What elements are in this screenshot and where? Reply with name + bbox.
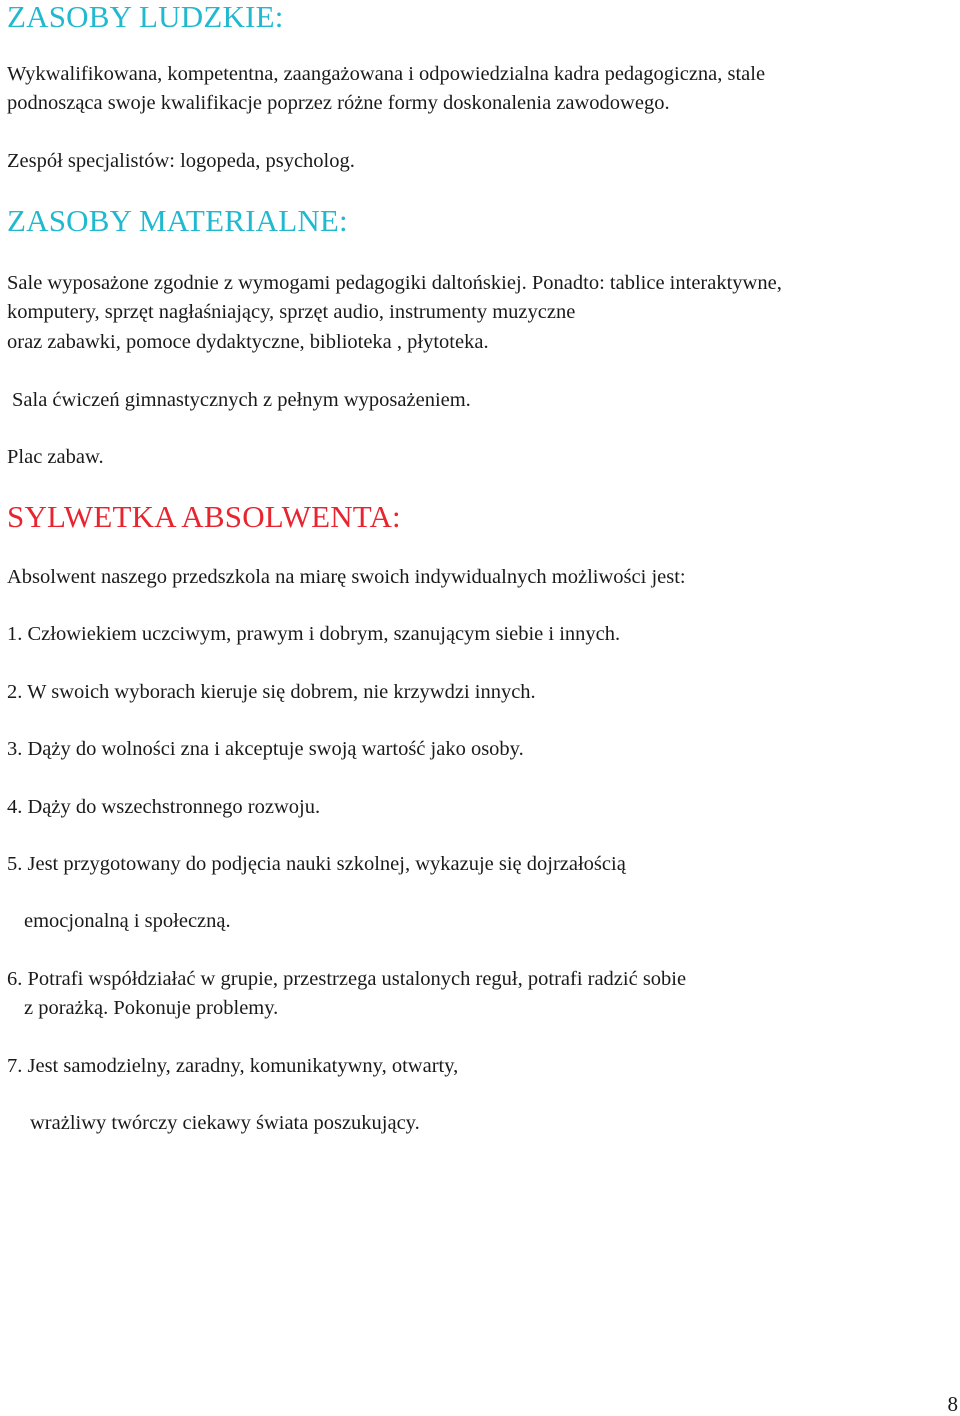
material-resources-line-2: komputery, sprzęt nagłaśniający, sprzęt audio, instrumenty muzyczne: [7, 301, 576, 323]
graduate-item-5: 5. Jest przygotowany do podjęcia nauki szkolnej, wykazuje się dojrzałością: [7, 853, 626, 875]
graduate-item-5-continued: emocjonalną i społeczną.: [24, 910, 231, 932]
graduate-item-1: 1. Człowiekiem uczciwym, prawym i dobrym, szanującym siebie i innych.: [7, 623, 621, 645]
graduate-item-7-continued: wrażliwy twórczy ciekawy świata poszukujący.: [30, 1112, 420, 1134]
graduate-item-6-continued: z porażką. Pokonuje problemy.: [24, 997, 279, 1019]
material-resources-line-1: Sale wyposażone zgodnie z wymogami pedagogiki daltońskiej. Ponadto: tablice interaktywne,: [7, 272, 782, 294]
graduate-item-2: 2. W swoich wyborach kieruje się dobrem, nie krzywdzi innych.: [7, 681, 536, 703]
material-resources-line-3: oraz zabawki, pomoce dydaktyczne, biblioteka , płytoteka.: [7, 331, 489, 353]
specialists-line: Zespół specjalistów: logopeda, psycholog.: [7, 150, 355, 172]
graduate-item-7: 7. Jest samodzielny, zaradny, komunikatywny, otwarty,: [7, 1055, 459, 1077]
graduate-intro: Absolwent naszego przedszkola na miarę swoich indywidualnych możliwości jest:: [7, 566, 686, 588]
playground-line: Plac zabaw.: [7, 446, 104, 468]
human-resources-line-1: Wykwalifikowana, kompetentna, zaangażowana i odpowiedzialna kadra pedagogiczna, stale: [7, 63, 766, 85]
graduate-item-3: 3. Dąży do wolności zna i akceptuje swoją wartość jako osoby.: [7, 738, 524, 760]
heading-human-resources: ZASOBY LUDZKIE:: [7, 0, 284, 34]
graduate-item-6: 6. Potrafi współdziałać w grupie, przestrzega ustalonych reguł, potrafi radzić sobie: [7, 968, 687, 990]
graduate-item-4: 4. Dąży do wszechstronnego rozwoju.: [7, 796, 321, 818]
heading-graduate-profile: SYLWETKA ABSOLWENTA:: [7, 499, 401, 534]
gym-line: Sala ćwiczeń gimnastycznych z pełnym wyposażeniem.: [12, 389, 471, 411]
human-resources-line-2: podnosząca swoje kwalifikacje poprzez różne formy doskonalenia zawodowego.: [7, 92, 670, 114]
page-number: 8: [947, 1392, 958, 1416]
heading-material-resources: ZASOBY MATERIALNE:: [7, 203, 348, 238]
